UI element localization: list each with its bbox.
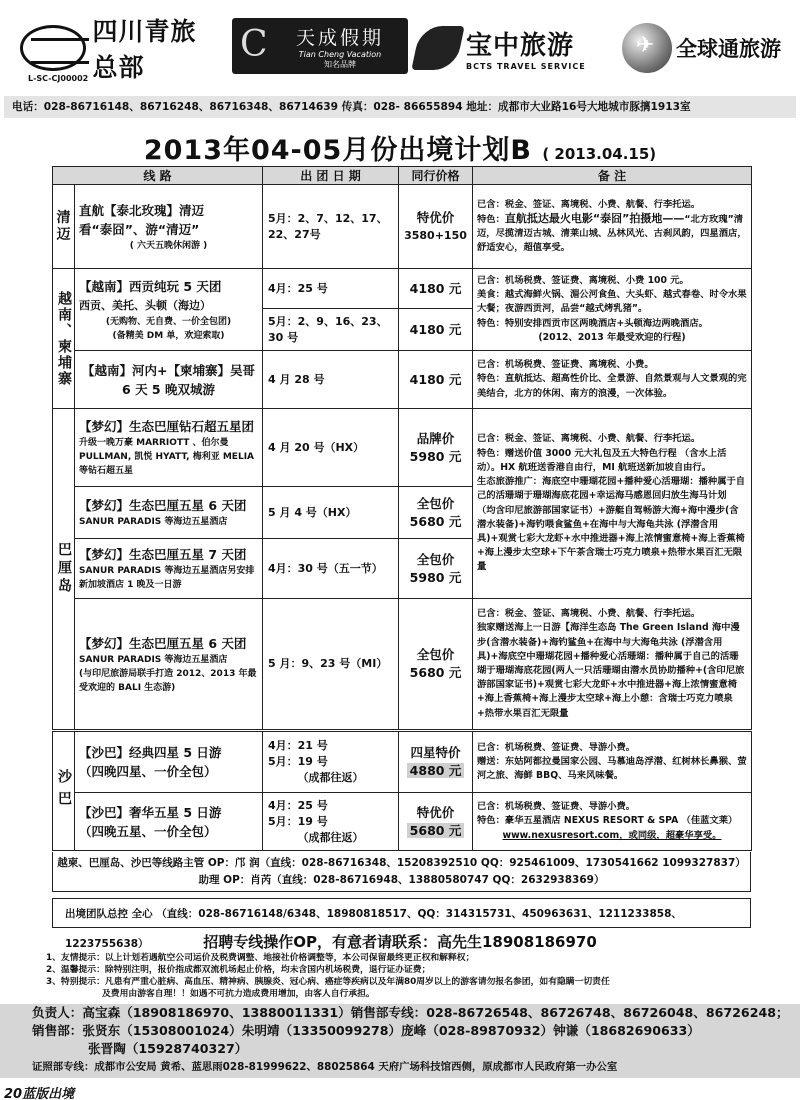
table-row (53, 409, 752, 487)
date-cell: 4 月 28 号 (263, 351, 399, 409)
price-cell (399, 487, 473, 539)
region-bali: 巴厘岛 (53, 409, 75, 731)
route-subtitle: 看“泰囧”、游“清迈” (79, 221, 200, 237)
table-header (53, 167, 752, 185)
price-cell (399, 793, 473, 851)
footer-sales: 销售部：张贤东（15308001024）朱明靖（13350099278）庞峰（028-89870932）钟谦（18682690633） (32, 1023, 700, 1038)
note-feature: 特色：特别安排西贡市区两晚酒店+头顿海边两晚酒店。 (477, 317, 708, 329)
footer-manager: 负责人：高宝森（18908186970、13880011331）销售部专线：028-86726548、86726748、86726048、86726248； (32, 1005, 789, 1020)
title-date: ( 2013.04.15) (542, 145, 657, 163)
route-title: 【沙巴】经典四星 5 日游 (79, 745, 222, 760)
price-label: 全包价 (416, 551, 455, 567)
table-row (53, 731, 752, 793)
price-cell: 4180 元 (399, 269, 473, 309)
date-line: 4月：25 号 (268, 798, 328, 812)
route-subtitle: 西贡、美托、头顿（海边） (79, 298, 211, 312)
bcts-mark-icon (411, 26, 464, 70)
date-cell: 4月：25 号 (263, 269, 399, 309)
note-included: 已含：机场税费、签证费、导游小费。 (477, 741, 636, 753)
route-cell (75, 793, 263, 851)
date-cell: 5 月：9、23 号（MI） (263, 599, 399, 731)
date-cell: 5月：2、9、16、23、30 号 (263, 309, 399, 351)
route-cell (75, 599, 263, 731)
price-value: 5680 元 (409, 665, 462, 680)
price-label: 特优价 (416, 209, 455, 225)
price-label: 品牌价 (416, 430, 455, 446)
note-feature: 特色：直航抵达、超高性价比、全景游、自然景观与人文景观的完美结合，北方的休闲、南方的浪漫，一次体验。 (477, 373, 747, 399)
route-note: (备精美 DM 单，欢迎索取) (112, 330, 225, 341)
tip-item: 1、友情提示：以上计划若遇航空公司运价及税费调整、地接社价格调整等，本公司保留最终更正权和解释权； (46, 953, 475, 963)
route-note: SANUR PARADIS 等海边五星酒店 (79, 654, 228, 665)
route-title: 【梦幻】生态巴厘钻石超五星团 (79, 419, 255, 434)
date-cell: 5月：2、7、12、17、22、27号 (263, 185, 399, 269)
price-label: 全包价 (416, 495, 455, 511)
route-cell (75, 539, 263, 599)
tiancheng-en: Tian Cheng Vacation (298, 49, 382, 59)
date-cell (263, 793, 399, 851)
cyts-emblem-icon (20, 25, 86, 71)
note-feature: 独家赠送海上一日游【海洋生态岛 The Green Island 海中漫步(含潜水装备)+海钓鲨鱼+在海中与大海龟共泳 (浮潜含用具)+海底空中珊瑚花园+播种爱心活珊瑚：播种属于自己的活珊瑚于珊瑚海底花园(两人一只活珊瑚由潜水员协助播种+(含印尼旅游部国家证书)+观赏七彩大龙虾+水中推进器+海上浓情蜜意椅+海上香蕉椅+海上漫步太空球+海上小憩：含瑞士巧克力喷泉+热带水果百汇无限量 (477, 622, 745, 719)
tip-item: 及费用由游客自理！！如遇不可抗力造成费用增加，由客人自行承担。 (102, 989, 375, 999)
note-included: 已含：机场税费、签证费、导游小费。 (477, 801, 636, 813)
note-included: 已含：税金、签证、离境税、小费、航餐、行李托运。 (477, 433, 701, 445)
route-cell (75, 731, 263, 793)
price-cell (399, 539, 473, 599)
price-cell (399, 599, 473, 731)
note-feature-highlight: 直航抵达最火电影“泰囧”拍摄地—— (504, 211, 685, 225)
header-logos (0, 0, 800, 92)
title-main: 2013年04-05月份出境计划B (143, 135, 532, 166)
date-line: （成都往返） (297, 830, 364, 844)
note-cell (473, 731, 752, 793)
date-line: （成都往返） (297, 771, 364, 784)
contact-bar: 电话：028-86716148、86716248、86716348、86714639 传真：028- 86655894 地址：成都市大业路16号大地城市豚摛1913室 (4, 96, 796, 118)
route-note: SANUR PARADIS 等海边五星酒店另安排新加坡酒店 1 晚及一日游 (79, 566, 255, 590)
license-number: L-SC-CJ00002 (28, 74, 89, 83)
table-row (53, 351, 752, 409)
date-cell: 4月：30 号（五一节） (263, 539, 399, 599)
price-cell (399, 185, 473, 269)
note-cell (473, 409, 752, 599)
route-note: 升级一晚万豪 MARRIOTT 、伯尔曼 PULLMAN, 凯悦 HYATT, 梅利亚 MELIA 等钻石超五星 (79, 438, 255, 476)
price-value: 5680 元 (409, 513, 462, 529)
col-note: 备 注 (473, 167, 752, 185)
price-value: 5680 元 (407, 823, 465, 838)
page-title (0, 128, 800, 167)
bcts-en: BCTS TRAVEL SERVICE (466, 62, 586, 71)
tips-block (46, 952, 786, 1000)
ops-assistant: 助理 OP：肖芮（直线：028-86716948、13880580747 QQ：2632938369） (198, 874, 605, 886)
route-title: 【梦幻】生态巴厘五星 6 天团 (79, 498, 247, 513)
note-feature (477, 212, 747, 256)
route-note: (与印尼旅游局联手打造 2012、2013 年最受欢迎的 BALI 生态游) (79, 668, 257, 693)
date-cell: 5 月 4 号（HX） (263, 487, 399, 539)
table-row (53, 185, 752, 269)
price-label: 特优价 (416, 804, 455, 820)
region-vietnam: 越南、柬埔寨 (53, 269, 75, 409)
note-feature-text: “北方玫瑰”清迈，尽揽清迈古城、清莱山城、丛林风光、古刹风韵，四星酒店，舒适安心，超值享受。 (477, 213, 747, 254)
note-website: www.nexusresort.com，或同级，超豪华享受。 (502, 829, 722, 841)
globaltravel-logo (622, 18, 800, 78)
route-subtitle: 6 天 5 晚双城游 (122, 381, 215, 397)
footer-license-dept: 证照部专线：成都市公安局 黄希、蓝思雨028-81999622、88025864 天府广场科技馆西侧，原成都市人民政府第一办公室 (32, 1061, 618, 1073)
date-line: 5月：19 号 (268, 755, 328, 768)
note-feature: 特色：赠送价值 3000 元大礼包及五大特色行程 （含水上活动）。HX 航班送香港自由行，MI 航班送新加坡自由行。 (477, 447, 727, 473)
price-cell: 4180 元 (399, 351, 473, 409)
route-title: 【梦幻】生态巴厘五星 7 天团 (79, 547, 247, 562)
route-title: 直航【泰北玫瑰】清迈 (79, 202, 205, 218)
bcts-cn: 宝中旅游 (466, 31, 575, 61)
price-label: 四星特价 (410, 745, 461, 760)
route-cell (75, 487, 263, 539)
route-title: 【越南】河内+【柬埔寨】吴哥 (82, 362, 255, 378)
note-cell (473, 793, 752, 851)
price-cell (399, 731, 473, 793)
note-included: 已含：税金、签证、离境税、小费、航餐、行李托运。 (477, 608, 701, 620)
globe-plane-icon (622, 23, 672, 73)
globaltravel-cn: 全球通旅游 (676, 37, 781, 61)
note-cell (473, 269, 752, 351)
note-food: 美食：越式海鲜火锅、湄公河食鱼、大头虾、越式春卷、时令水果大餐；夜游西贡河，品尝“越式烤乳猪”。 (477, 289, 747, 315)
tip-item: 2、温馨提示：除特别注明，报价指成都双流机场起止价格，均未含国内机场税费，退行证办证费； (46, 965, 431, 975)
ops-control: 出境团队总控 全心 （直线：028-86716148/6348、18980818517、QQ：314315731、450963631、1211233858、1223755638） (52, 898, 751, 928)
note-included: 已含：税金、签证、离境税、小费、航餐、行李托运。 (477, 198, 701, 210)
route-subtitle: （四晚五星、一价全包） (79, 823, 217, 839)
date-cell: 4 月 20 号（HX） (263, 409, 399, 487)
table-row (53, 793, 752, 851)
tiancheng-logo (232, 18, 408, 74)
date-cell (263, 731, 399, 793)
cyts-logo (20, 17, 220, 83)
price-cell: 4180 元 (399, 309, 473, 351)
note-cell (473, 351, 752, 409)
table-row (53, 599, 752, 731)
note-cell (473, 599, 752, 731)
note-included: 已含：机场税费、签证费、离境税、小费。 (477, 359, 654, 371)
tip-item: 3、特别提示：凡患有严重心脏病、高血压、精神病、胰腺炎、冠心病、癌症等疾病以及年满80周岁以上的游客请勿报名参团，如有隐瞒一切责任 (46, 977, 610, 987)
tiancheng-cn: 天成假期 (295, 26, 384, 49)
route-subtitle: （四晚四星、一价全包） (79, 764, 217, 779)
col-date: 出 团 日 期 (263, 167, 399, 185)
route-title: 【梦幻】生态巴厘五星 6 天团 (79, 635, 247, 651)
ops-contacts (52, 852, 751, 892)
region-sabah: 沙巴 (53, 731, 75, 851)
price-value: 3580+150 (404, 228, 467, 242)
note-eco: 生态旅游推广：海底空中珊瑚花园+播种爱心活珊瑚：播种属于自己的活珊瑚于珊瑚海底花园+幸运海马感恩回归放生海马计划 （均含印尼旅游部国家证书）+游艇自驾畅游大海+海中漫步(含潜水装备)+海钓喂食鲨鱼+在海中与大海龟共泳 (浮潜含用具)+观赏七彩大龙虾+水中推进器+海上浓情蜜意椅+海上香蕉椅+海上漫步太空球+下午茶含瑞士巧克力喷泉+热带水果百汇无限量 (477, 476, 746, 573)
col-price: 同行价格 (399, 167, 473, 185)
route-note: SANUR PARADIS 等海边五星酒店 (79, 517, 228, 527)
price-cell (399, 409, 473, 487)
bcts-logo (416, 18, 616, 78)
note-popular: (2012、2013 年最受欢迎的行程) (538, 331, 686, 343)
route-note: (无购物、无自费、一价全包团) (105, 316, 232, 327)
route-cell (75, 269, 263, 351)
note-cell (473, 185, 752, 269)
route-note: ( 六天五晚休闲游 ) (129, 240, 208, 251)
price-value: 5980 元 (409, 448, 462, 464)
cyts-name: 四川青旅总部 (92, 17, 197, 82)
note-gift: 赠送：东姑阿都拉曼国家公园、马慕迪岛浮潜、红树林长鼻猴、萤河之旅、海鲜 BBQ、马来风味餐。 (477, 755, 747, 782)
route-cell (75, 409, 263, 487)
route-title: 【越南】西贡纯玩 5 天团 (79, 278, 222, 294)
footer-sales-extra: 张晋陶（15928740327） (88, 1041, 248, 1056)
col-route: 线 路 (53, 167, 263, 185)
recruit-line: 招聘专线操作OP，有意者请联系：高先生18908186970 (203, 933, 597, 951)
tiancheng-c-icon: C (240, 24, 268, 65)
price-value: 5980 元 (409, 569, 462, 585)
price-value: 4880 元 (407, 763, 465, 778)
date-line: 4月：21 号 (268, 739, 328, 752)
tour-table (52, 166, 752, 851)
note-feature: 特色：豪华五星酒店 NEXUS RESORT & SPA （佳蓝文莱） (477, 815, 738, 827)
route-cell (75, 185, 263, 269)
date-line: 5月：19 号 (268, 814, 328, 828)
route-title: 【沙巴】奢华五星 5 日游 (79, 804, 222, 820)
note-feature-label: 特色： (477, 213, 505, 225)
page-footer: 20蓝版出境 (4, 1087, 75, 1100)
note-included: 已含：机场税费、签证费、离境税、小费 100 元。 (477, 274, 689, 286)
price-label: 全包价 (416, 647, 455, 662)
ops-manager: 越柬、巴厘岛、沙巴等线路主管 OP：邝 润（直线：028-86716348、15208392510 QQ：925461009、1730541662 1099327837） (57, 857, 746, 869)
tiancheng-tag: 知名品牌 (324, 59, 356, 69)
region-qingmai: 清迈 (53, 185, 75, 269)
footer-contacts (0, 1004, 800, 1078)
route-cell (75, 351, 263, 409)
table-row (53, 269, 752, 309)
